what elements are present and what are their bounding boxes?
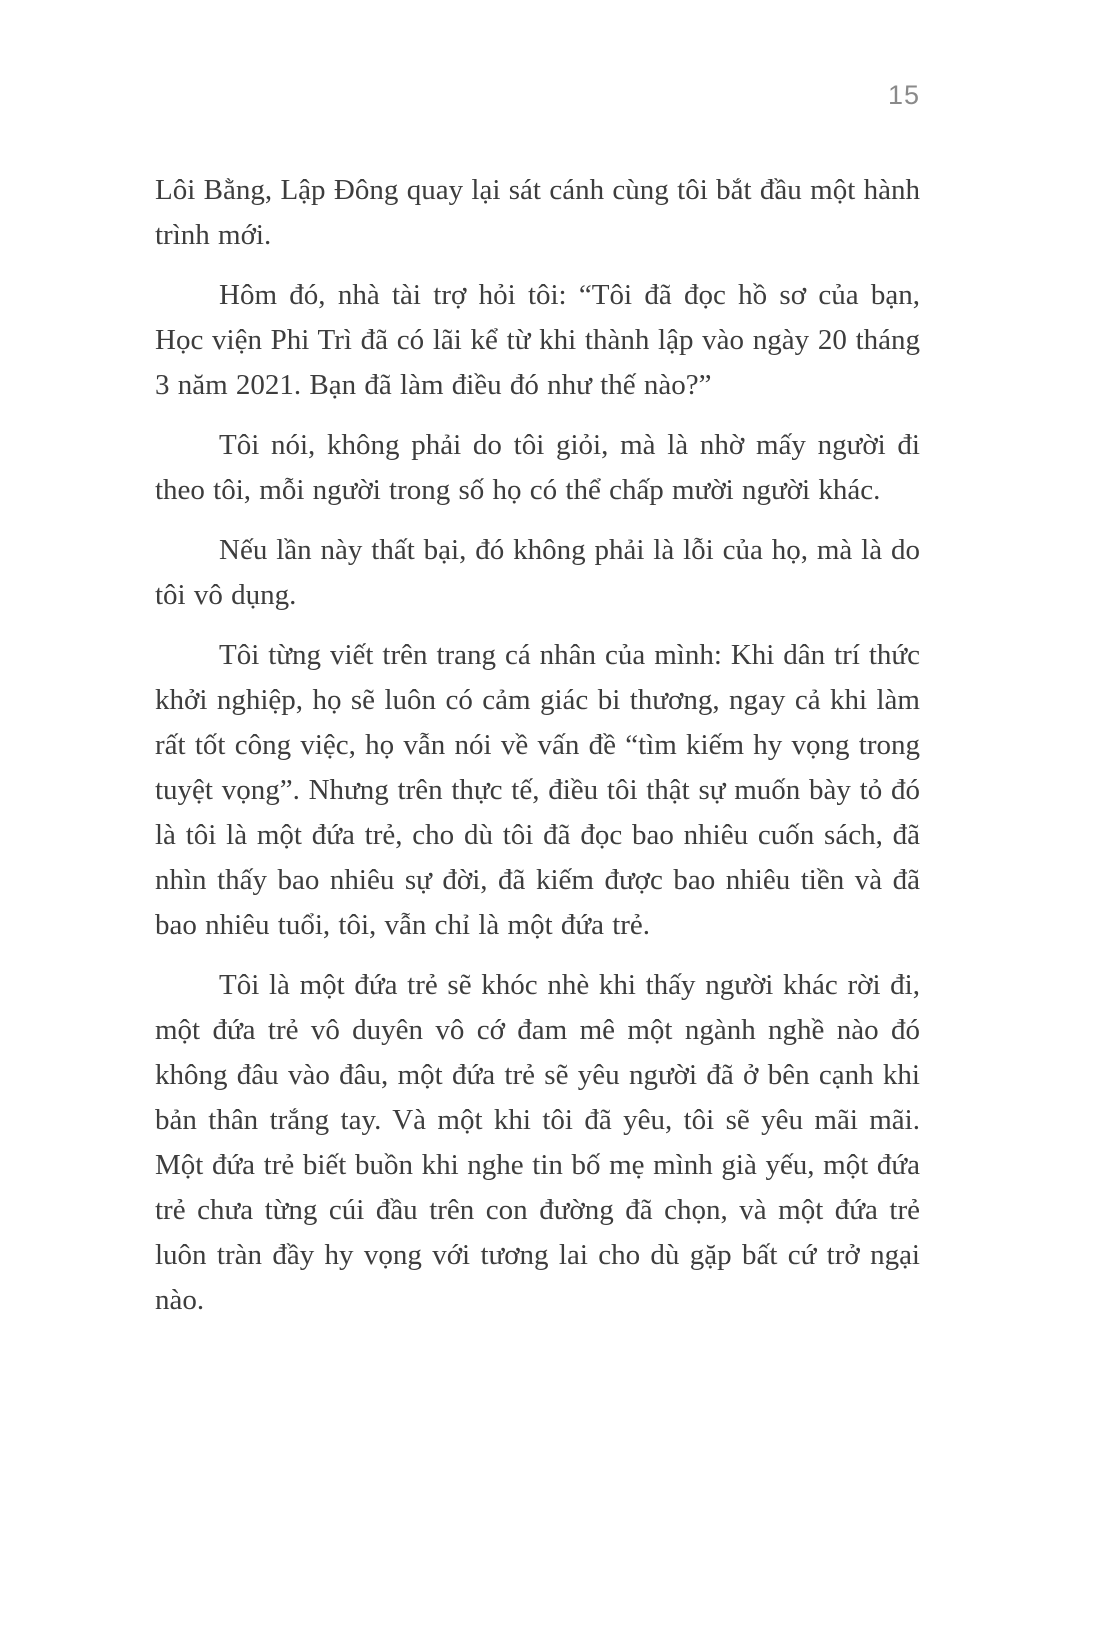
paragraph-3: Tôi nói, không phải do tôi giỏi, mà là nhờ mấy người đi theo tôi, mỗi người trong số họ có thể chấp mười người khác. — [155, 429, 920, 506]
page-body — [155, 168, 920, 1338]
paragraph-4: Nếu lần này thất bại, đó không phải là lỗi của họ, mà là do tôi vô dụng. — [155, 534, 920, 611]
paragraph-6: Tôi là một đứa trẻ sẽ khóc nhè khi thấy người khác rời đi, một đứa trẻ vô duyên vô cớ đam mê một ngành nghề nào đó không đâu vào đâu, một đứa trẻ sẽ yêu người đã ở bên cạnh khi bản thân trắng tay. Và một khi tôi đã yêu, tôi sẽ yêu mãi mãi. Một đứa trẻ biết buồn khi nghe tin bố mẹ mình già yếu, một đứa trẻ chưa từng cúi đầu trên con đường đã chọn, và một đứa trẻ luôn tràn đầy hy vọng với tương lai cho dù gặp bất cứ trở ngại nào. — [155, 969, 920, 1316]
page-number: 15 — [887, 80, 920, 110]
paragraph-5: Tôi từng viết trên trang cá nhân của mình: Khi dân trí thức khởi nghiệp, họ sẽ luôn có cảm giác bi thương, ngay cả khi làm rất tốt công việc, họ vẫn nói về vấn đề “tìm kiếm hy vọng trong tuyệt vọng”. Nhưng trên thực tế, điều tôi thật sự muốn bày tỏ đó là tôi là một đứa trẻ, cho dù tôi đã đọc bao nhiêu cuốn sách, đã nhìn thấy bao nhiêu sự đời, đã kiếm được bao nhiêu tiền và đã bao nhiêu tuổi, tôi, vẫn chỉ là một đứa trẻ. — [155, 639, 920, 941]
paragraph-1: Lôi Bằng, Lập Đông quay lại sát cánh cùng tôi bắt đầu một hành trình mới. — [155, 174, 920, 251]
paragraph-2: Hôm đó, nhà tài trợ hỏi tôi: “Tôi đã đọc hồ sơ của bạn, Học viện Phi Trì đã có lãi kể từ khi thành lập vào ngày 20 tháng 3 năm 2021. Bạn đã làm điều đó như thế nào?” — [155, 279, 920, 401]
